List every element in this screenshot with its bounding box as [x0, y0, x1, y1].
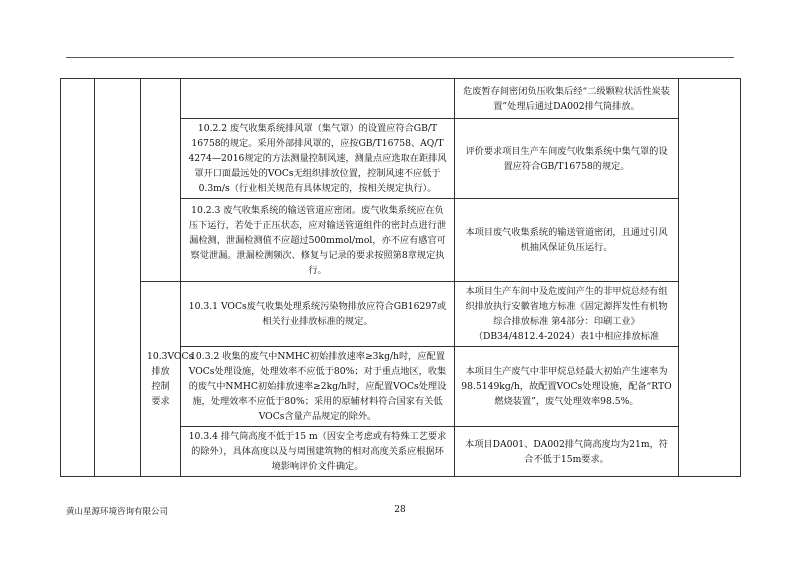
requirement-cell: [181, 79, 455, 119]
col2-cell: [95, 79, 141, 477]
footer-company: 黄山星源环境咨询有限公司: [66, 507, 169, 517]
implementation-cell: 危废暂存间密闭负压收集后经“二级颗粒状活性炭装置”处理后通过DA002排气筒排放。: [455, 79, 679, 119]
requirement-cell: 10.3.1 VOCs废气收集处理系统污染物排放应符合GB16297或相关行业排放标准的规定。: [181, 282, 455, 347]
implementation-cell: 本项目DA001、DA002排气筒高度均为21m，符合不低于15m要求。: [455, 427, 679, 477]
requirement-cell: 10.2.3 废气收集系统的输送管道应密闭。废气收集系统应在负压下运行，若处于正压状态，应对输送管道组件的密封点进行泄漏检测，泄漏检测值不应超过500mmol/mol，亦不应有感官可察觉泄漏。泄漏检测频次、修复与记录的要求按照第8章规定执行。: [181, 199, 455, 282]
implementation-cell: 本项目生产车间中及危废间产生的非甲烷总烃有组织排放执行安徽省地方标准《固定源挥发性有机物综合排放标准 第4部分：印刷工业》（DB34/4812.4-2024）表1中相应排放标准: [455, 282, 679, 347]
page-number: 28: [394, 505, 406, 515]
requirement-cell: 10.3.2 收集的废气中NMHC初始排放速率≥3kg/h时，应配置VOCs处理设施，处理效率不应低于80%；对于重点地区，收集的废气中NMHC初始排放速率≥2kg/h时，应配置VOCs处理设施，处理效率不应低于80%；采用的原辅材料符合国家有关低VOCs含量产品规定的除外。: [181, 347, 455, 427]
header-rule: [66, 57, 734, 58]
category-cell: 10.3VOCs排放控制要求: [141, 282, 181, 477]
col1-cell: [61, 79, 95, 477]
result-cell: [679, 79, 741, 477]
implementation-cell: 本项目废气收集系统的输送管道密闭，且通过引风机抽风保证负压运行。: [455, 199, 679, 282]
requirement-cell: 10.3.4 排气筒高度不低于15 m（因安全考虑或有特殊工艺要求的除外），具体高度以及与周围建筑物的相对高度关系应根据环境影响评价文件确定。: [181, 427, 455, 477]
col3-upper-cell: [141, 79, 181, 282]
requirements-table: [60, 78, 741, 477]
implementation-cell: 本项目生产废气中非甲烷总烃最大初始产生速率为98.5149kg/h，故配置VOCs处理设施，配备“RTO燃烧装置”，废气处理效率98.5%。: [455, 347, 679, 427]
table-row: [61, 282, 741, 347]
requirement-cell: 10.2.2 废气收集系统排风罩（集气罩）的设置应符合GB/T 16758的规定。采用外部排风罩的，应按GB/T16758、AQ/T 4274—2016规定的方法测量控制风速，测量点应选取在距排风罩开口面最远处的VOCs无组织排放位置，控制风速不应低于0.3m/s（行业相关规范有具体规定的，按相关规定执行）。: [181, 119, 455, 199]
implementation-cell: 评价要求项目生产车间废气收集系统中集气罩的设置应符合GB/T16758的规定。: [455, 119, 679, 199]
table-row: [61, 79, 741, 119]
